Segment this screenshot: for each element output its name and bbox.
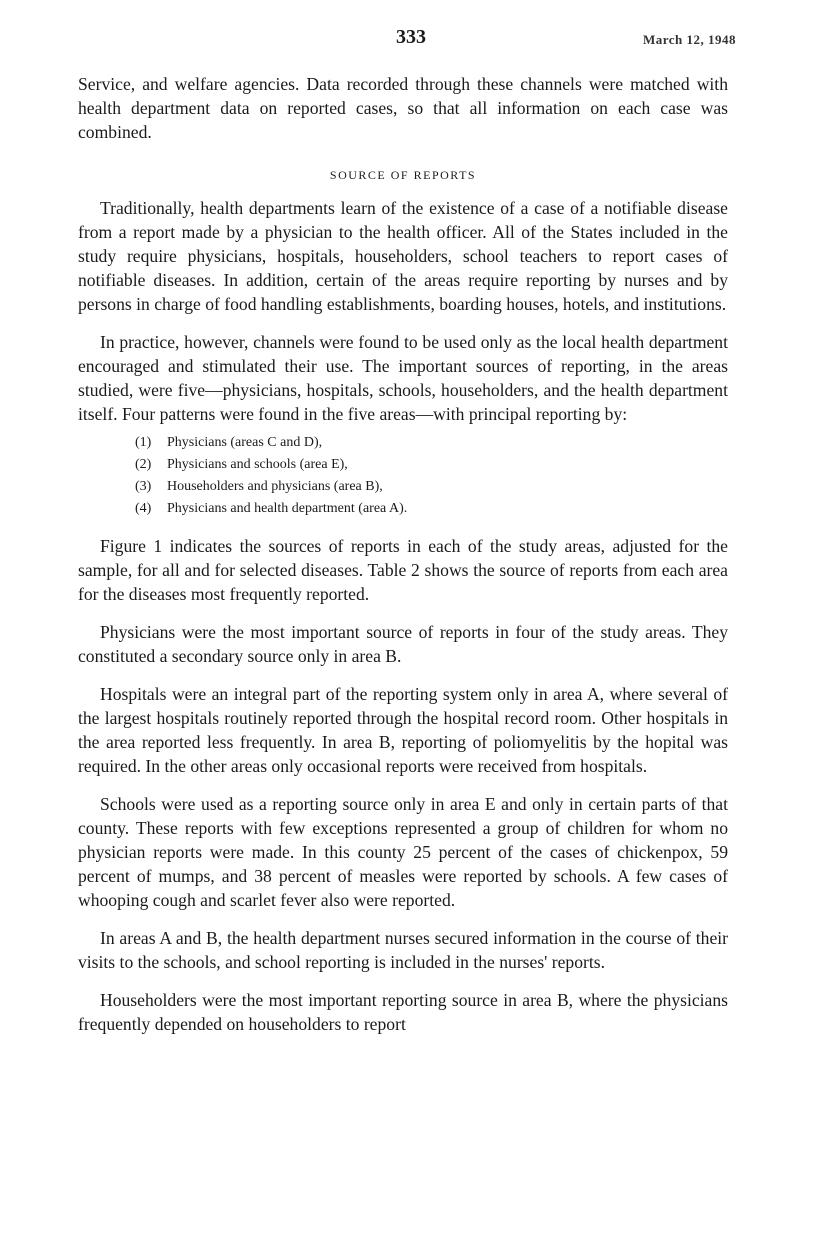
list-item bbox=[135, 454, 728, 476]
page-header bbox=[0, 26, 816, 54]
paragraph-figure-reference: Figure 1 indicates the sources of reports in each of the study areas, adjusted for the sample, for all and for selected diseases. Table 2 shows the source of reports from each area for the diseases most frequently reported. bbox=[78, 536, 728, 604]
list-item-number: (3) bbox=[135, 479, 152, 494]
list-item-number: (2) bbox=[135, 457, 152, 472]
list-item bbox=[135, 498, 728, 520]
list-item-text: Physicians and schools (area E), bbox=[167, 457, 348, 472]
list-item-text: Physicians (areas C and D), bbox=[167, 435, 323, 450]
paragraph-hospitals: Hospitals were an integral part of the reporting system only in area A, where several of the largest hospitals routinely reported through the hospital record room. Other hospitals in the area reported less frequently. In area B, reporting of poliomyelitis by the hopital was required. In the other areas only occasional reports were received from hospitals. bbox=[78, 684, 728, 776]
paragraph-physicians: Physicians were the most important source of reports in four of the study areas. They constituted a secondary source only in area B. bbox=[78, 622, 728, 666]
paragraph-traditional-reporting: Traditionally, health departments learn of the existence of a case of a notifiable disease from a report made by a physician to the health officer. All of the States included in the study require physicians, hospitals, householders, school teachers to report cases of notifiable diseases. In addition, certain of the areas require reporting by nurses and by persons in charge of food handling establishments, boarding houses, hotels, and institutions. bbox=[78, 198, 728, 314]
reporting-patterns-list bbox=[78, 432, 728, 520]
list-item bbox=[135, 476, 728, 498]
list-item-text: Physicians and health department (area A). bbox=[167, 501, 408, 516]
section-heading: SOURCE OF REPORTS bbox=[329, 168, 477, 182]
list-item-text: Householders and physicians (area B), bbox=[167, 479, 383, 494]
paragraph-householders: Householders were the most important reporting source in area B, where the physicians frequently depended on householders to report bbox=[78, 990, 728, 1034]
paragraph-nurses: In areas A and B, the health department nurses secured information in the course of their visits to the schools, and school reporting is included in the nurses' reports. bbox=[78, 928, 728, 972]
publication-date: March 12, 1948 bbox=[642, 32, 736, 47]
paragraph-schools: Schools were used as a reporting source only in area E and only in certain parts of that county. These reports with few exceptions represented a group of children for whom no physician reports were made. In this county 25 percent of the cases of chickenpox, 59 percent of mumps, and 38 percent of measles were reported by schools. A few cases of whooping cough and scarlet fever also were reported. bbox=[78, 794, 728, 910]
intro-paragraph: Service, and welfare agencies. Data recorded through these channels were matched with health department data on reported cases, so that all information on each case was combined. bbox=[78, 74, 728, 142]
list-item-number: (1) bbox=[135, 435, 152, 450]
list-item bbox=[135, 432, 728, 454]
article-body bbox=[78, 72, 728, 1036]
page-number: 333 bbox=[396, 26, 426, 48]
paragraph-practice-channels: In practice, however, channels were found to be used only as the local health department encouraged and stimulated their use. The important sources of reporting, in the areas studied, were five—physicians, hospitals, schools, householders, and the health department itself. Four patterns were found in the five areas—with principal reporting by: bbox=[78, 332, 728, 424]
list-item-number: (4) bbox=[135, 501, 152, 516]
